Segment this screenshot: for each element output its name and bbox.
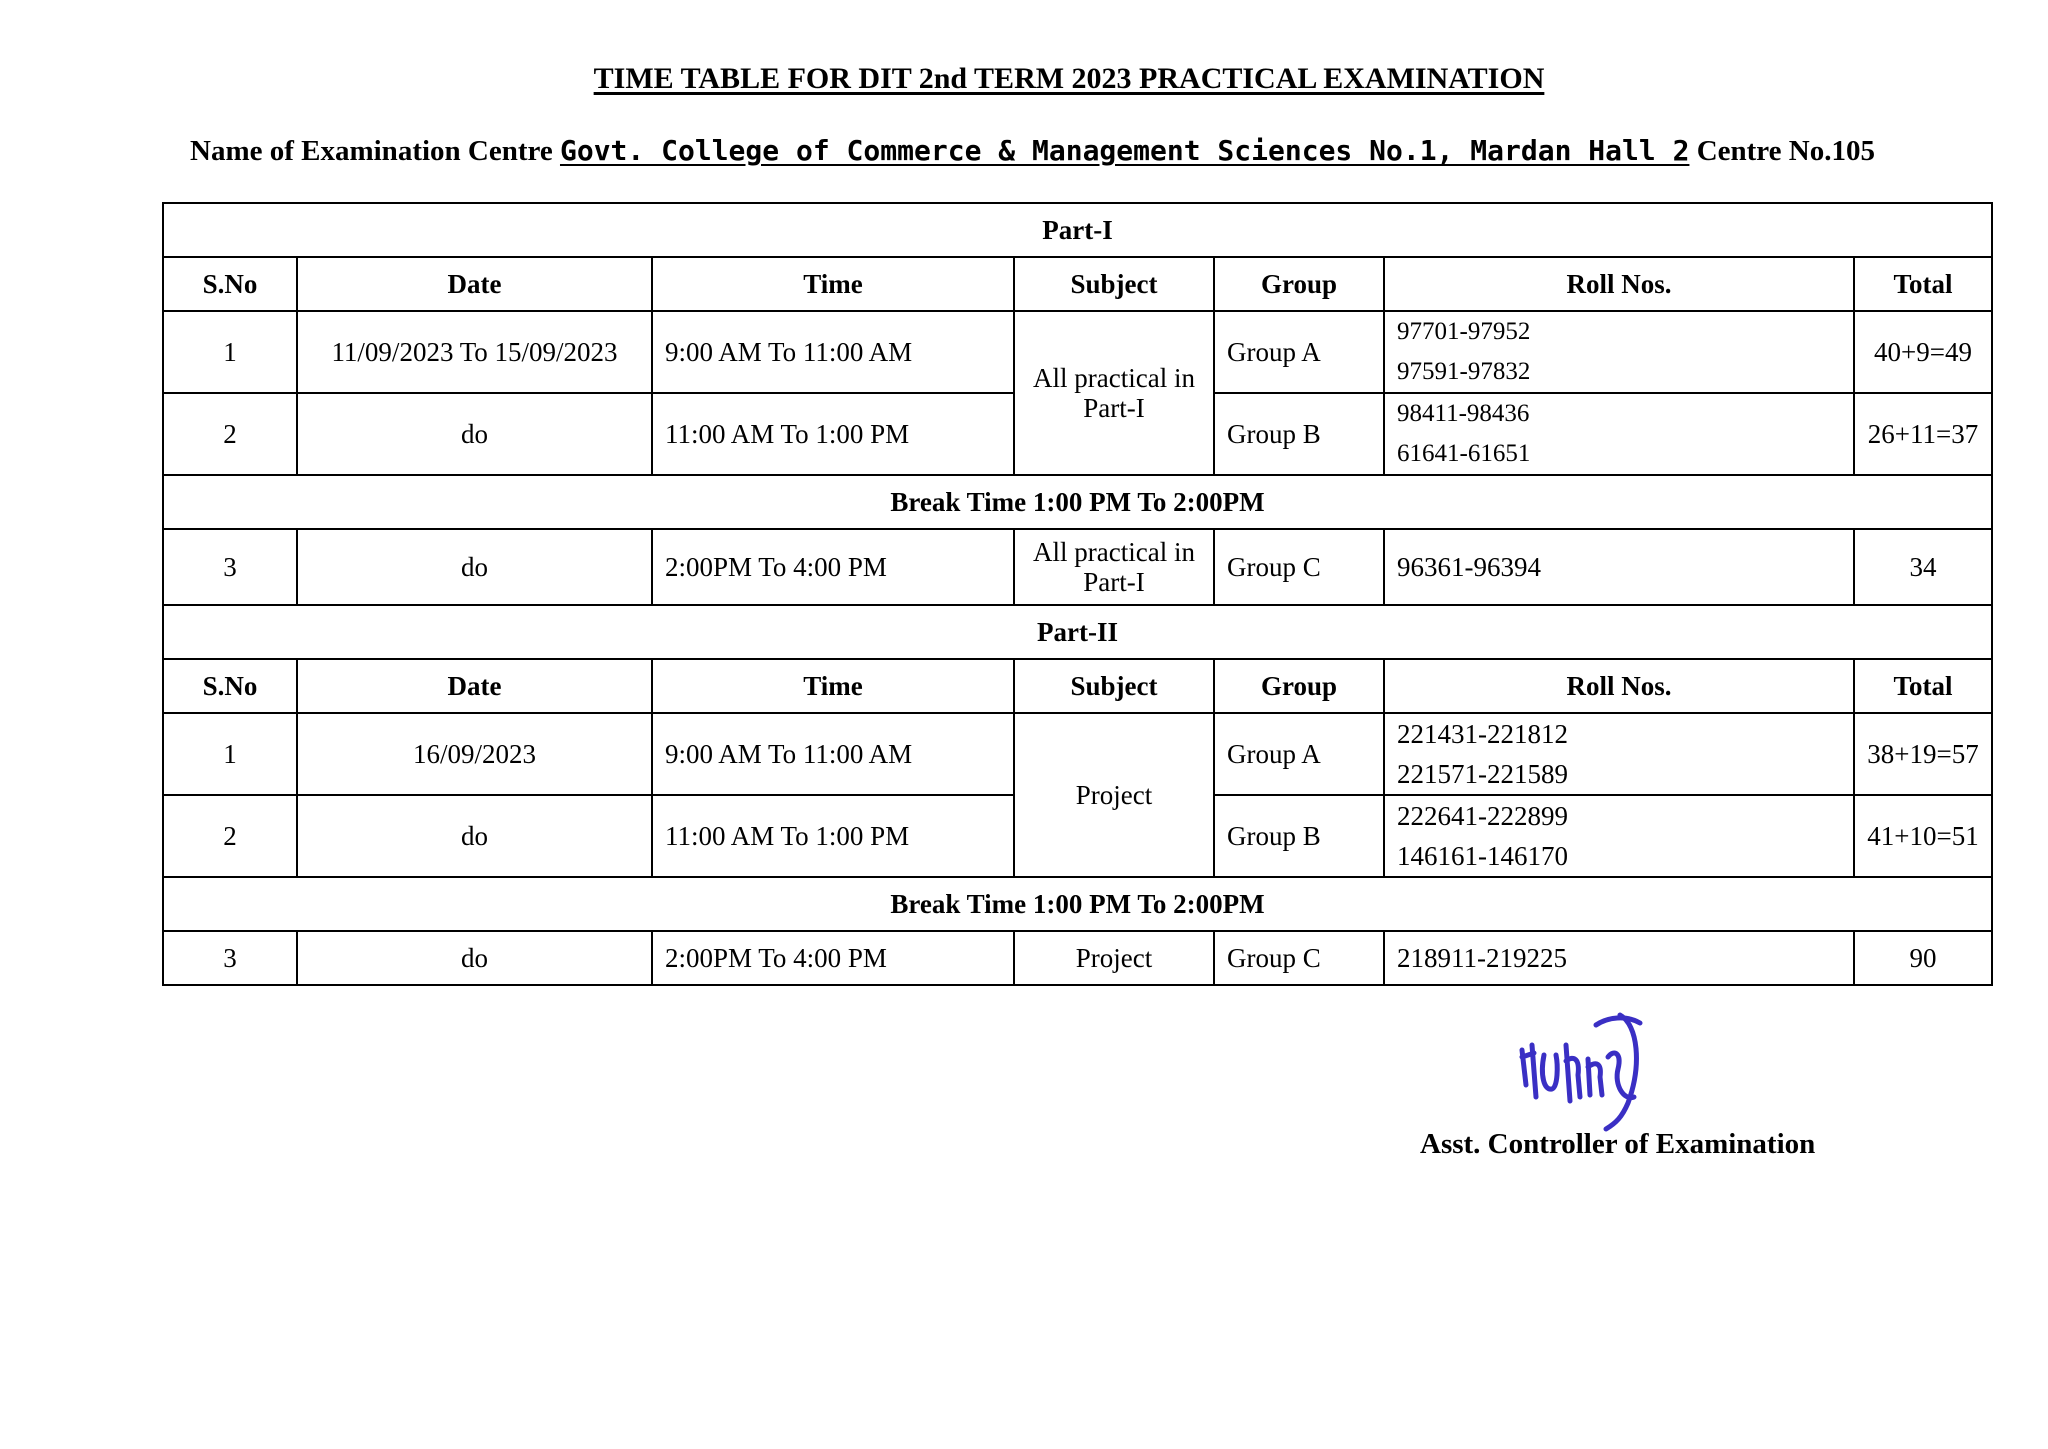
roll-range: 146161-146170	[1397, 841, 1568, 871]
page-title: TIME TABLE FOR DIT 2nd TERM 2023 PRACTICAL EXAMINATION	[593, 62, 1545, 95]
header-date: Date	[297, 659, 652, 713]
break-label: Break Time 1:00 PM To 2:00PM	[163, 475, 1992, 529]
cell-total: 41+10=51	[1854, 795, 1992, 877]
cell-group: Group C	[1214, 529, 1384, 605]
header-sno: S.No	[163, 257, 297, 311]
cell-time: 2:00PM To 4:00 PM	[652, 931, 1014, 985]
cell-sno: 2	[163, 393, 297, 475]
cell-time: 11:00 AM To 1:00 PM	[652, 795, 1014, 877]
part2-heading-row	[163, 605, 1992, 659]
header-total: Total	[1854, 659, 1992, 713]
cell-date: do	[297, 931, 652, 985]
roll-range: 221571-221589	[1397, 759, 1568, 789]
cell-date: 11/09/2023 To 15/09/2023	[297, 311, 652, 393]
centre-number: Centre No.105	[1696, 135, 1875, 167]
cell-roll: 96361-96394	[1384, 529, 1854, 605]
part2-label: Part-II	[163, 605, 1992, 659]
roll-range: 97591-97832	[1397, 358, 1531, 385]
header-group: Group	[1214, 659, 1384, 713]
cell-total: 26+11=37	[1854, 393, 1992, 475]
handwritten-signature-icon	[1510, 1005, 1660, 1145]
centre-name: Govt. College of Commerce & Management Sciences No.1, Mardan Hall 2	[559, 134, 1690, 167]
centre-prefix: Name of Examination Centre	[190, 135, 553, 167]
part1-header-row	[163, 257, 1992, 311]
header-roll: Roll Nos.	[1384, 257, 1854, 311]
cell-date: 16/09/2023	[297, 713, 652, 795]
table-row	[163, 311, 1992, 393]
table-row	[163, 713, 1992, 795]
header-subject: Subject	[1014, 257, 1214, 311]
header-date: Date	[297, 257, 652, 311]
table-row	[163, 529, 1992, 605]
cell-date: do	[297, 529, 652, 605]
header-subject: Subject	[1014, 659, 1214, 713]
header-roll: Roll Nos.	[1384, 659, 1854, 713]
roll-range: 97701-97952	[1397, 318, 1531, 345]
cell-sno: 2	[163, 795, 297, 877]
cell-group: Group B	[1214, 393, 1384, 475]
cell-sno: 1	[163, 311, 297, 393]
cell-roll	[1384, 393, 1854, 475]
roll-range: 221431-221812	[1397, 719, 1568, 749]
header-total: Total	[1854, 257, 1992, 311]
roll-range: 98411-98436	[1397, 400, 1530, 427]
cell-subject: Project	[1014, 713, 1214, 877]
break-row	[163, 877, 1992, 931]
cell-subject: Project	[1014, 931, 1214, 985]
cell-time: 11:00 AM To 1:00 PM	[652, 393, 1014, 475]
part1-label: Part-I	[163, 203, 1992, 257]
cell-sno: 1	[163, 713, 297, 795]
cell-total: 34	[1854, 529, 1992, 605]
roll-range: 222641-222899	[1397, 801, 1568, 831]
cell-group: Group A	[1214, 713, 1384, 795]
signatory-title: Asst. Controller of Examination	[1420, 1128, 1816, 1160]
cell-total: 38+19=57	[1854, 713, 1992, 795]
cell-subject: All practical in Part-I	[1014, 311, 1214, 475]
cell-roll	[1384, 311, 1854, 393]
cell-sno: 3	[163, 529, 297, 605]
cell-group: Group B	[1214, 795, 1384, 877]
cell-subject: All practical in Part-I	[1014, 529, 1214, 605]
header-sno: S.No	[163, 659, 297, 713]
cell-sno: 3	[163, 931, 297, 985]
part2-header-row	[163, 659, 1992, 713]
break-row	[163, 475, 1992, 529]
cell-time: 9:00 AM To 11:00 AM	[652, 311, 1014, 393]
cell-date: do	[297, 393, 652, 475]
header-group: Group	[1214, 257, 1384, 311]
roll-range: 61641-61651	[1397, 440, 1531, 467]
break-label: Break Time 1:00 PM To 2:00PM	[163, 877, 1992, 931]
signature	[1510, 1005, 1660, 1145]
cell-total: 90	[1854, 931, 1992, 985]
cell-total: 40+9=49	[1854, 311, 1992, 393]
cell-date: do	[297, 795, 652, 877]
cell-time: 9:00 AM To 11:00 AM	[652, 713, 1014, 795]
cell-roll	[1384, 795, 1854, 877]
cell-roll: 218911-219225	[1384, 931, 1854, 985]
cell-group: Group C	[1214, 931, 1384, 985]
cell-roll	[1384, 713, 1854, 795]
header-time: Time	[652, 659, 1014, 713]
cell-group: Group A	[1214, 311, 1384, 393]
timetable	[162, 202, 1993, 986]
header-time: Time	[652, 257, 1014, 311]
cell-time: 2:00PM To 4:00 PM	[652, 529, 1014, 605]
table-row	[163, 931, 1992, 985]
part1-heading-row	[163, 203, 1992, 257]
examination-centre	[190, 134, 1875, 168]
